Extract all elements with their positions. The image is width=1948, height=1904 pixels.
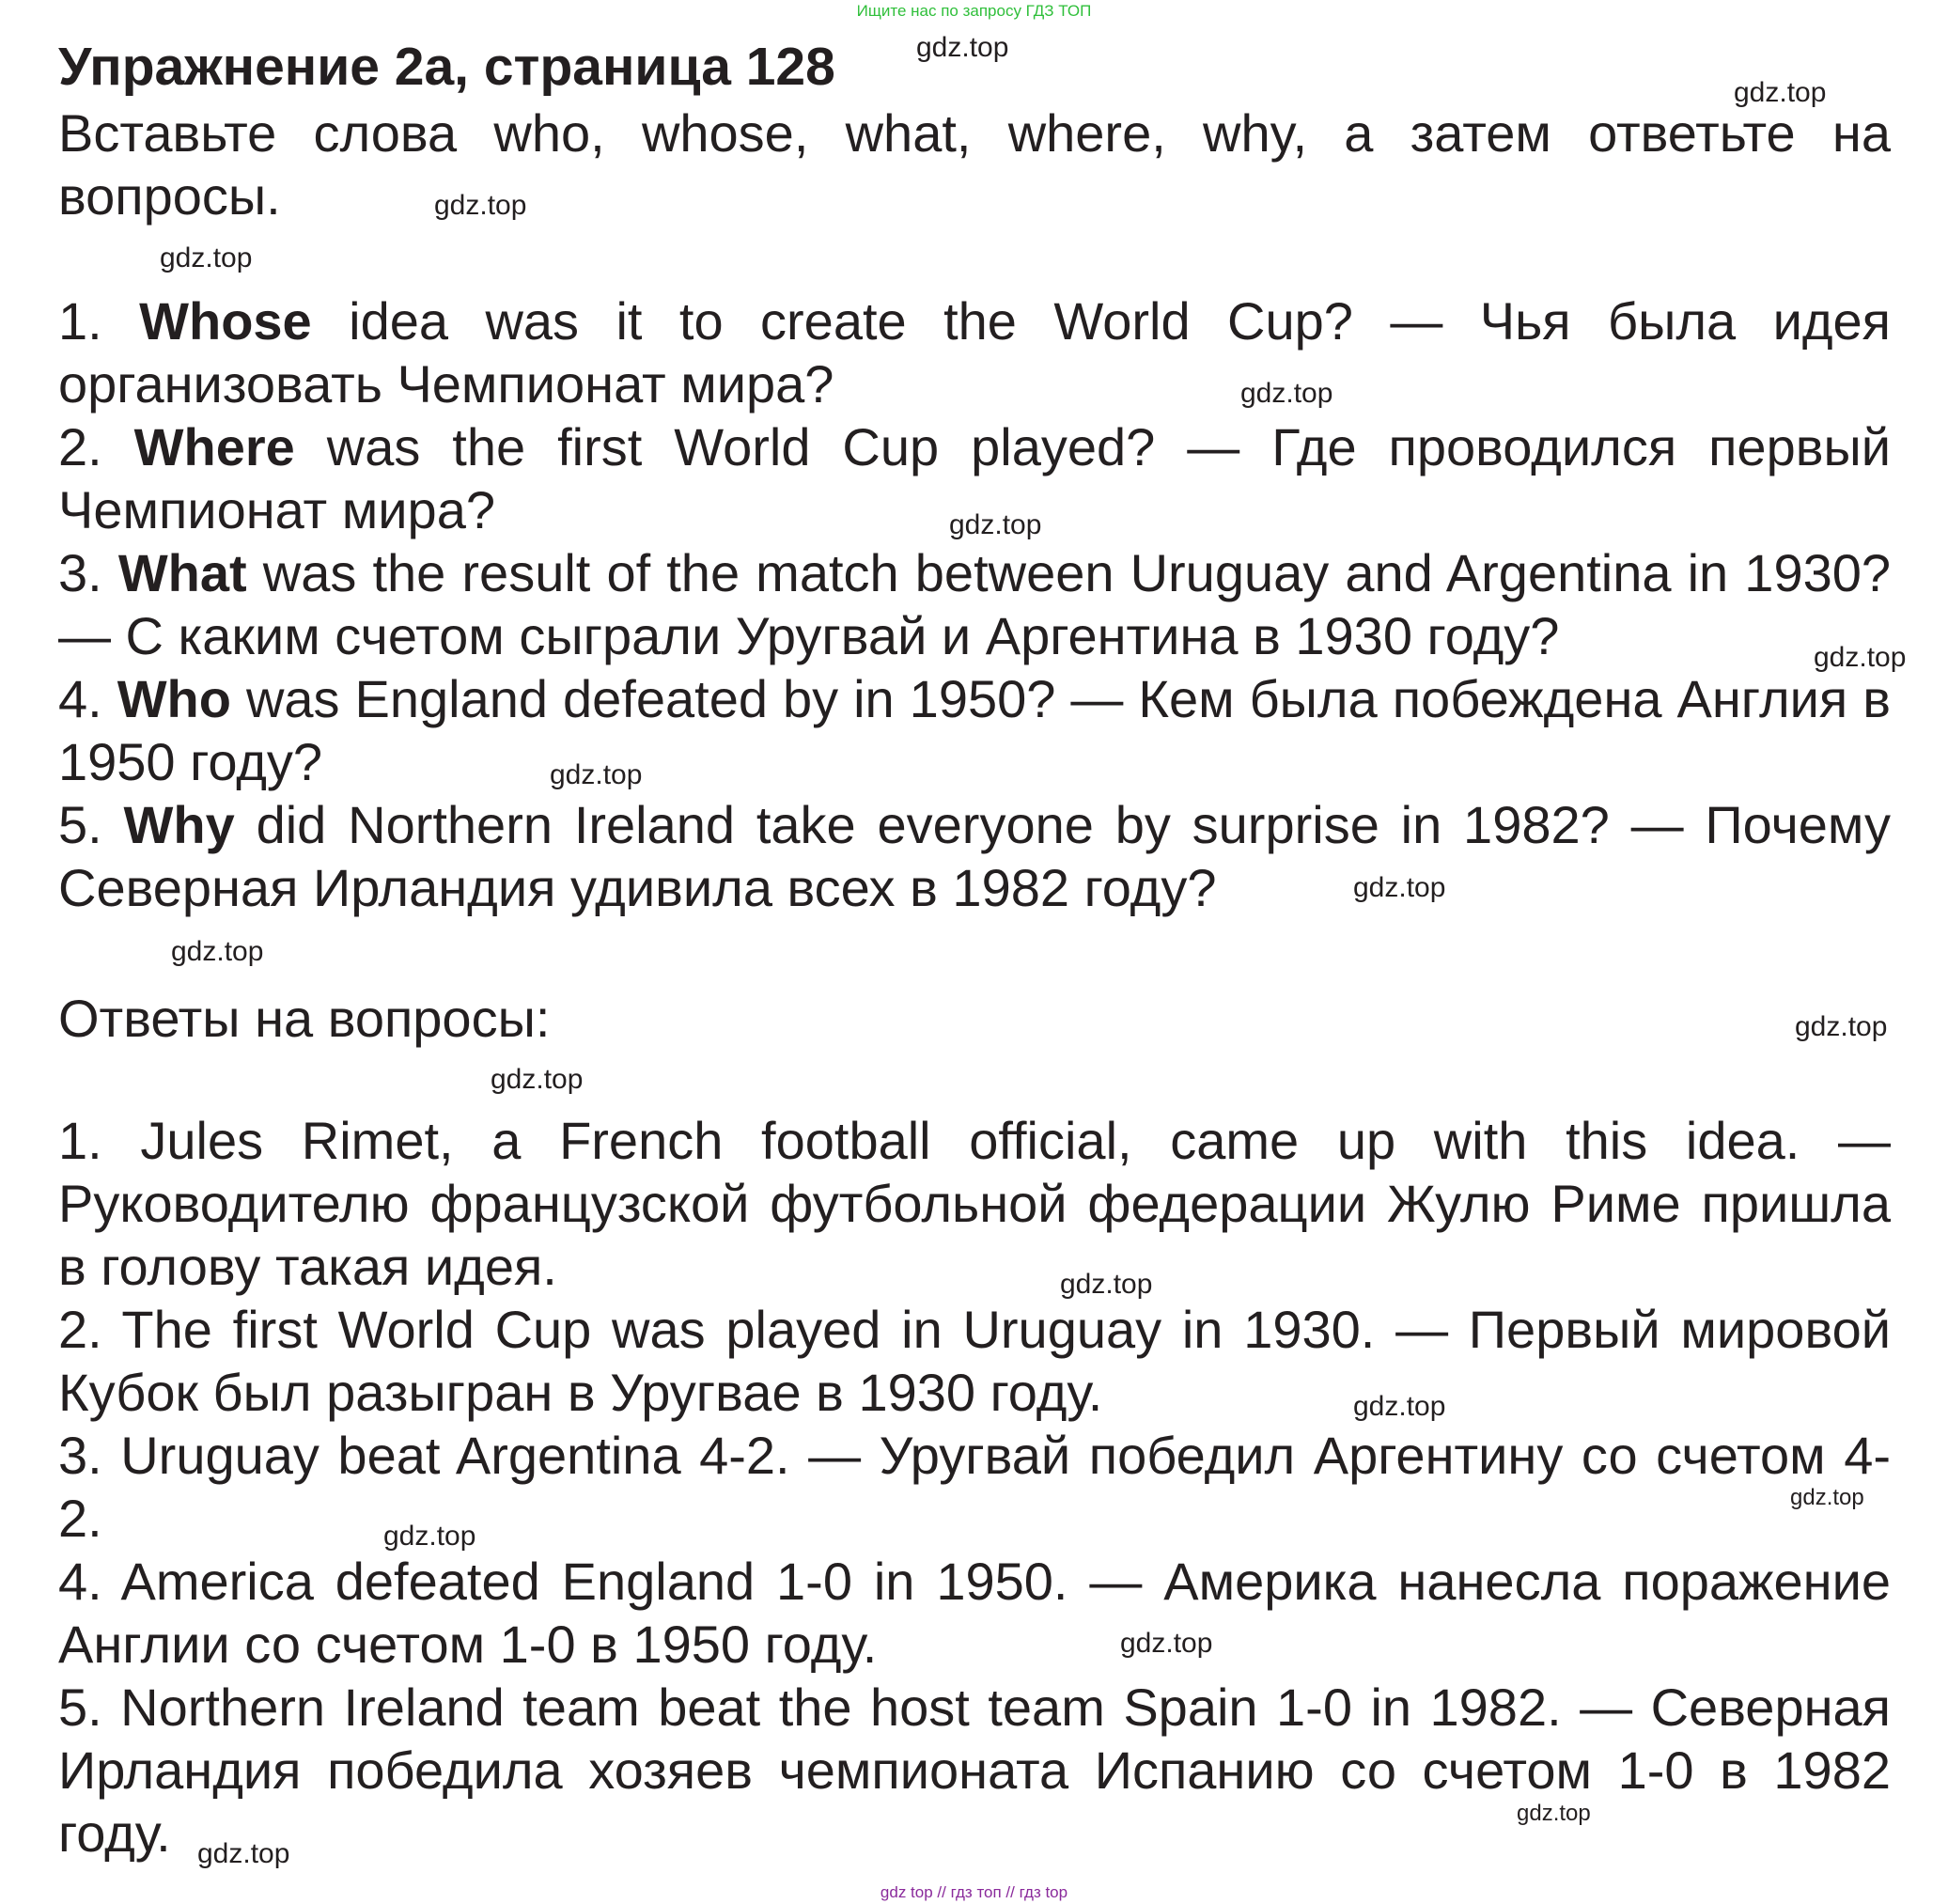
- question-number: 4.: [58, 669, 102, 728]
- watermark: gdz.top: [160, 242, 253, 273]
- question-text: was England defeated by in 1950? — Кем была побеждена Англия в 1950 году?: [58, 669, 1891, 791]
- question-number: 3.: [58, 543, 102, 602]
- watermark: gdz.top: [916, 32, 1009, 63]
- question-4: [58, 667, 1891, 793]
- question-number: 1.: [58, 291, 102, 351]
- page-title: Упражнение 2а, страница 128: [58, 37, 835, 97]
- answer-3: 3. Uruguay beat Argentina 4-2. — Уругвай победил Аргентину со счетом 4-2.: [58, 1426, 1891, 1548]
- question-word: What: [117, 543, 247, 602]
- watermark: gdz.top: [1240, 378, 1333, 409]
- question-3: [58, 541, 1891, 667]
- watermark: gdz.top: [383, 1521, 476, 1552]
- question-1: [58, 289, 1891, 415]
- question-word: Why: [123, 795, 235, 854]
- question-word: Who: [117, 669, 231, 728]
- question-5: [58, 793, 1891, 919]
- question-word: Whose: [139, 291, 312, 351]
- answer-5: 5. Northern Ireland team beat the host team Spain 1-0 in 1982. — Северная Ирландия победила хозяев чемпионата Испанию со счетом 1-0 в 1982 году.: [58, 1678, 1891, 1863]
- answer-1: 1. Jules Rimet, a French football official, came up with this idea. — Руководителю французской футбольной федерации Жулю Риме пришла в голову такая идея.: [58, 1111, 1891, 1296]
- watermark: gdz.top: [1353, 872, 1446, 903]
- watermark: gdz.top: [1734, 77, 1827, 108]
- question-text: idea was it to create the World Cup? — Чья была идея организовать Чемпионат мира?: [58, 291, 1892, 414]
- watermark: gdz.top: [1517, 1801, 1591, 1826]
- question-text: was the result of the match between Uruguay and Argentina in 1930? — С каким счетом сыграли Уругвай и Аргентина в 1930 году?: [58, 543, 1892, 665]
- watermark: gdz.top: [1790, 1485, 1864, 1510]
- answer-2: 2. The first World Cup was played in Uruguay in 1930. — Первый мировой Кубок был разыгран в Уругвае в 1930 году.: [58, 1300, 1891, 1422]
- answer-4: 4. America defeated England 1-0 in 1950. — Америка нанесла поражение Англии со счетом 1-0 в 1950 году.: [58, 1552, 1891, 1674]
- watermark: gdz.top: [1120, 1628, 1213, 1659]
- watermark: gdz.top: [1814, 642, 1907, 673]
- question-text: was the first World Cup played? — Где проводился первый Чемпионат мира?: [58, 417, 1891, 539]
- watermark: gdz.top: [550, 759, 643, 790]
- footer-watermark: gdz top // гдз топ // гдз top: [880, 1883, 1068, 1901]
- instruction-text: Вставьте слова who, whose, what, where, why, а затем ответьте на вопросы.: [58, 103, 1891, 226]
- watermark: gdz.top: [949, 509, 1042, 540]
- watermark: gdz.top: [491, 1064, 584, 1095]
- question-text: did Northern Ireland take everyone by surprise in 1982? — Почему Северная Ирландия удивила всех в 1982 году?: [58, 795, 1892, 917]
- watermark: gdz.top: [197, 1838, 290, 1869]
- watermark: gdz.top: [1060, 1269, 1153, 1300]
- search-hint: Ищите нас по запросу ГДЗ ТОП: [856, 2, 1092, 20]
- answers-heading: Ответы на вопросы:: [58, 989, 551, 1048]
- question-number: 2.: [58, 417, 102, 476]
- watermark: gdz.top: [1353, 1391, 1446, 1422]
- question-word: Where: [133, 417, 295, 476]
- watermark: gdz.top: [434, 190, 527, 221]
- question-number: 5.: [58, 795, 102, 854]
- watermark: gdz.top: [1795, 1011, 1888, 1042]
- watermark: gdz.top: [171, 936, 264, 967]
